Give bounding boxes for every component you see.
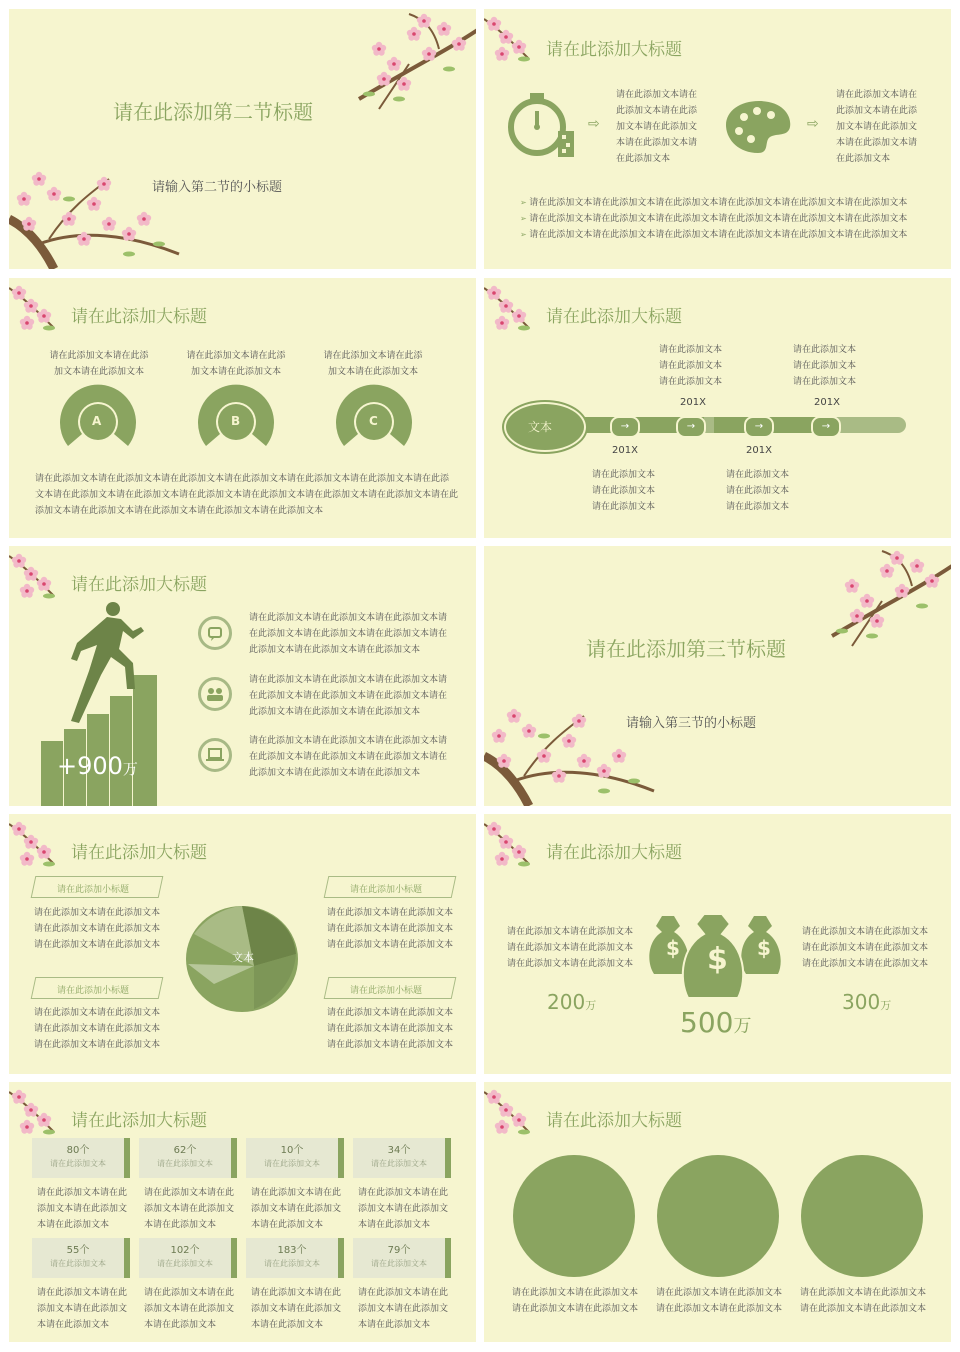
right-value: 300万 bbox=[842, 990, 892, 1014]
slide-sphere[interactable] bbox=[9, 814, 476, 1074]
block-text-4: 请在此添加文本请在此添加文本 请在此添加文本请在此添加文本 请在此添加文本请在此添加文本 bbox=[327, 1008, 454, 1050]
arrow-right-icon: ⇨ bbox=[807, 116, 819, 132]
block-text-2: 请在此添加文本请在此添加文本 请在此添加文本请在此添加文本 请在此添加文本请在此添加文本 bbox=[34, 1008, 161, 1050]
bullet-icon: ➢ bbox=[520, 230, 530, 239]
gauge-b-text: 请在此添加文本请在此添 加文本请在此添加文本 bbox=[186, 351, 286, 377]
row-text-1: 请在此添加文本请在此添加文本请在此添加文本请 在此添加文本请在此添加文本请在此添加文本请在 此添加文本请在此添加文本请在此添加文本 bbox=[249, 613, 448, 655]
block-text-1: 请在此添加文本请在此添加文本 请在此添加文本请在此添加文本 请在此添加文本请在此添加文本 bbox=[34, 908, 161, 950]
card-text: 请在此添加文本请在此 添加文本请在此添加文 本请在此添加文本 bbox=[37, 1188, 128, 1230]
slide-timeline[interactable] bbox=[484, 278, 951, 538]
slide-section-2-cover[interactable] bbox=[9, 9, 476, 269]
timeline-top-text-1: 请在此添加文本 请在此添加文本 请在此添加文本 bbox=[659, 345, 723, 387]
stat-card: 34个 请在此添加文本 bbox=[353, 1138, 451, 1178]
circle-caption: 请在此添加文本请在此添加文本 请在此添加文本请在此添加文本 bbox=[656, 1288, 783, 1314]
growth-value: +900万 bbox=[57, 752, 138, 780]
card-text: 请在此添加文本请在此 添加文本请在此添加文 本请在此添加文本 bbox=[144, 1188, 235, 1230]
left-text: 请在此添加文本请在此添加文本 请在此添加文本请在此添加文本 请在此添加文本请在此添加文本 bbox=[507, 927, 634, 969]
timeline-year: 201X bbox=[612, 445, 638, 456]
dollar-sign-left: $ bbox=[666, 936, 680, 960]
subheading: 请在此添加小标题 bbox=[57, 885, 130, 895]
timeline-node[interactable]: → bbox=[676, 416, 706, 438]
card-text: 请在此添加文本请在此 添加文本请在此添加文 本请在此添加文本 bbox=[144, 1288, 235, 1330]
image-placeholder-circle[interactable] bbox=[801, 1155, 923, 1277]
stopwatch-icon bbox=[506, 91, 576, 161]
gauge-c-text: 请在此添加文本请在此添 加文本请在此添加文本 bbox=[323, 351, 423, 377]
image-placeholder-circle[interactable] bbox=[513, 1155, 635, 1277]
slide-abc-gauges[interactable] bbox=[9, 278, 476, 538]
blossom-corner bbox=[484, 278, 539, 333]
stat-card: 183个 请在此添加文本 bbox=[246, 1238, 344, 1278]
section-subtitle: 请输入第三节的小标题 bbox=[626, 716, 757, 731]
stat-card: 55个 请在此添加文本 bbox=[32, 1238, 130, 1278]
slide-three-circles[interactable] bbox=[484, 1082, 951, 1342]
timeline-top-text-2: 请在此添加文本 请在此添加文本 请在此添加文本 bbox=[793, 345, 857, 387]
circle-caption: 请在此添加文本请在此添加文本 请在此添加文本请在此添加文本 bbox=[800, 1288, 927, 1314]
image-placeholder-circle[interactable] bbox=[657, 1155, 779, 1277]
right-text: 请在此添加文本请在此添加文本 请在此添加文本请在此添加文本 请在此添加文本请在此添加文本 bbox=[802, 927, 929, 969]
blossom-corner bbox=[484, 9, 539, 64]
bullet-icon: ➢ bbox=[520, 214, 530, 223]
stat-card: 79个 请在此添加文本 bbox=[353, 1238, 451, 1278]
text-block-b: 请在此添加文本请在 此添加文本请在此添 加文本请在此添加文 本请在此添加文本请 在此添加文本 bbox=[836, 90, 918, 164]
body-text: 请在此添加文本请在此添加文本请在此添加文本请在此添加文本请在此添加文本请在此添加文本请在此添 文本请在此添加文本请在此添加文本请在此添加文本请在此添加文本请在此添加文本请在此添加文本请在此 添加文本请在此添加文本请在此添加文本请在此添加文本请在此添加文本 bbox=[35, 474, 459, 516]
slide-title: 请在此添加大标题 bbox=[546, 1111, 682, 1131]
block-text-3: 请在此添加文本请在此添加文本 请在此添加文本请在此添加文本 请在此添加文本请在此添加文本 bbox=[327, 908, 454, 950]
bullet-item: ➢ 请在此添加文本请在此添加文本请在此添加文本请在此添加文本请在此添加文本请在此添加文本 bbox=[520, 214, 908, 224]
slide-title: 请在此添加大标题 bbox=[546, 843, 682, 863]
stat-card: 102个 请在此添加文本 bbox=[139, 1238, 237, 1278]
slide-title: 请在此添加大标题 bbox=[71, 307, 207, 327]
bullet-list bbox=[520, 195, 907, 243]
row-text-3: 请在此添加文本请在此添加文本请在此添加文本请 在此添加文本请在此添加文本请在此添加文本请在 此添加文本请在此添加文本请在此添加文本 bbox=[249, 736, 448, 778]
sphere-label: 文本 bbox=[232, 951, 254, 964]
card-text: 请在此添加文本请在此 添加文本请在此添加文 本请在此添加文本 bbox=[251, 1288, 342, 1330]
slide-title: 请在此添加大标题 bbox=[71, 1111, 207, 1131]
timeline-year: 201X bbox=[746, 445, 772, 456]
card-text: 请在此添加文本请在此 添加文本请在此添加文 本请在此添加文本 bbox=[251, 1188, 342, 1230]
arrow-right-icon: ⇨ bbox=[588, 116, 600, 132]
slide-stat-cards[interactable] bbox=[9, 1082, 476, 1342]
subheading: 请在此添加小标题 bbox=[350, 885, 423, 895]
slide-money[interactable] bbox=[484, 814, 951, 1074]
stat-card: 10个 请在此添加文本 bbox=[246, 1138, 344, 1178]
subheading: 请在此添加小标题 bbox=[350, 986, 423, 996]
blossom-corner bbox=[484, 814, 539, 869]
chat-icon bbox=[198, 616, 232, 650]
timeline-node[interactable]: → bbox=[811, 416, 841, 438]
stat-card: 80个 请在此添加文本 bbox=[32, 1138, 130, 1178]
dollar-sign-right: $ bbox=[757, 936, 771, 960]
slide-section-3-cover[interactable] bbox=[484, 546, 951, 806]
timeline-year: 201X bbox=[680, 397, 706, 408]
card-text: 请在此添加文本请在此 添加文本请在此添加文 本请在此添加文本 bbox=[37, 1288, 128, 1330]
center-value: 500万 bbox=[680, 1006, 752, 1039]
gauge-a-label: A bbox=[92, 414, 102, 428]
text-block-a: 请在此添加文本请在 此添加文本请在此添 加文本请在此添加文 本请在此添加文本请 在此添加文本 bbox=[616, 90, 698, 164]
section-title: 请在此添加第三节标题 bbox=[586, 637, 786, 661]
card-text: 请在此添加文本请在此 添加文本请在此添加文 本请在此添加文本 bbox=[358, 1288, 449, 1330]
dollar-sign-center: $ bbox=[707, 942, 728, 977]
gauge-a-text: 请在此添加文本请在此添 加文本请在此添加文本 bbox=[49, 351, 149, 377]
bullet-icon: ➢ bbox=[520, 198, 530, 207]
slide-title: 请在此添加大标题 bbox=[71, 843, 207, 863]
slide-title: 请在此添加大标题 bbox=[71, 575, 207, 595]
bullet-item: ➢ 请在此添加文本请在此添加文本请在此添加文本请在此添加文本请在此添加文本请在此添加文本 bbox=[520, 198, 908, 208]
left-value: 200万 bbox=[547, 990, 597, 1014]
gauge-b-label: B bbox=[231, 414, 241, 428]
palette-icon bbox=[724, 97, 794, 157]
blossom-branch-top-right bbox=[339, 9, 476, 119]
laptop-icon bbox=[198, 738, 232, 772]
card-text: 请在此添加文本请在此 添加文本请在此添加文 本请在此添加文本 bbox=[358, 1188, 449, 1230]
row-text-2: 请在此添加文本请在此添加文本请在此添加文本请 在此添加文本请在此添加文本请在此添加文本请在 此添加文本请在此添加文本请在此添加文本 bbox=[249, 675, 448, 717]
timeline-bottom-text-1: 请在此添加文本 请在此添加文本 请在此添加文本 bbox=[592, 470, 656, 512]
circle-caption: 请在此添加文本请在此添加文本 请在此添加文本请在此添加文本 bbox=[512, 1288, 639, 1314]
blossom-branch-top-right bbox=[812, 546, 951, 656]
section-subtitle: 请输入第二节的小标题 bbox=[152, 180, 283, 195]
slide-growth-stairs[interactable] bbox=[9, 546, 476, 806]
stat-card: 62个 请在此添加文本 bbox=[139, 1138, 237, 1178]
people-icon bbox=[198, 677, 232, 711]
timeline-bottom-text-2: 请在此添加文本 请在此添加文本 请在此添加文本 bbox=[726, 470, 790, 512]
slide-icons-bullets[interactable] bbox=[484, 9, 951, 269]
timeline-year: 201X bbox=[814, 397, 840, 408]
blossom-corner bbox=[484, 1082, 539, 1137]
blossom-corner bbox=[9, 278, 64, 333]
gauge-c-label: C bbox=[369, 414, 378, 428]
section-title: 请在此添加第二节标题 bbox=[113, 100, 313, 124]
timeline-node[interactable]: → bbox=[744, 416, 774, 438]
blossom-corner bbox=[9, 814, 64, 869]
timeline-node[interactable]: → bbox=[610, 416, 640, 438]
slide-title: 请在此添加大标题 bbox=[546, 40, 682, 60]
blossom-corner bbox=[9, 546, 64, 601]
subheading: 请在此添加小标题 bbox=[57, 986, 130, 996]
bullet-item: ➢ 请在此添加文本请在此添加文本请在此添加文本请在此添加文本请在此添加文本请在此添加文本 bbox=[520, 230, 908, 240]
slide-title: 请在此添加大标题 bbox=[546, 307, 682, 327]
timeline-start-label: 文本 bbox=[528, 420, 553, 434]
blossom-corner bbox=[9, 1082, 64, 1137]
